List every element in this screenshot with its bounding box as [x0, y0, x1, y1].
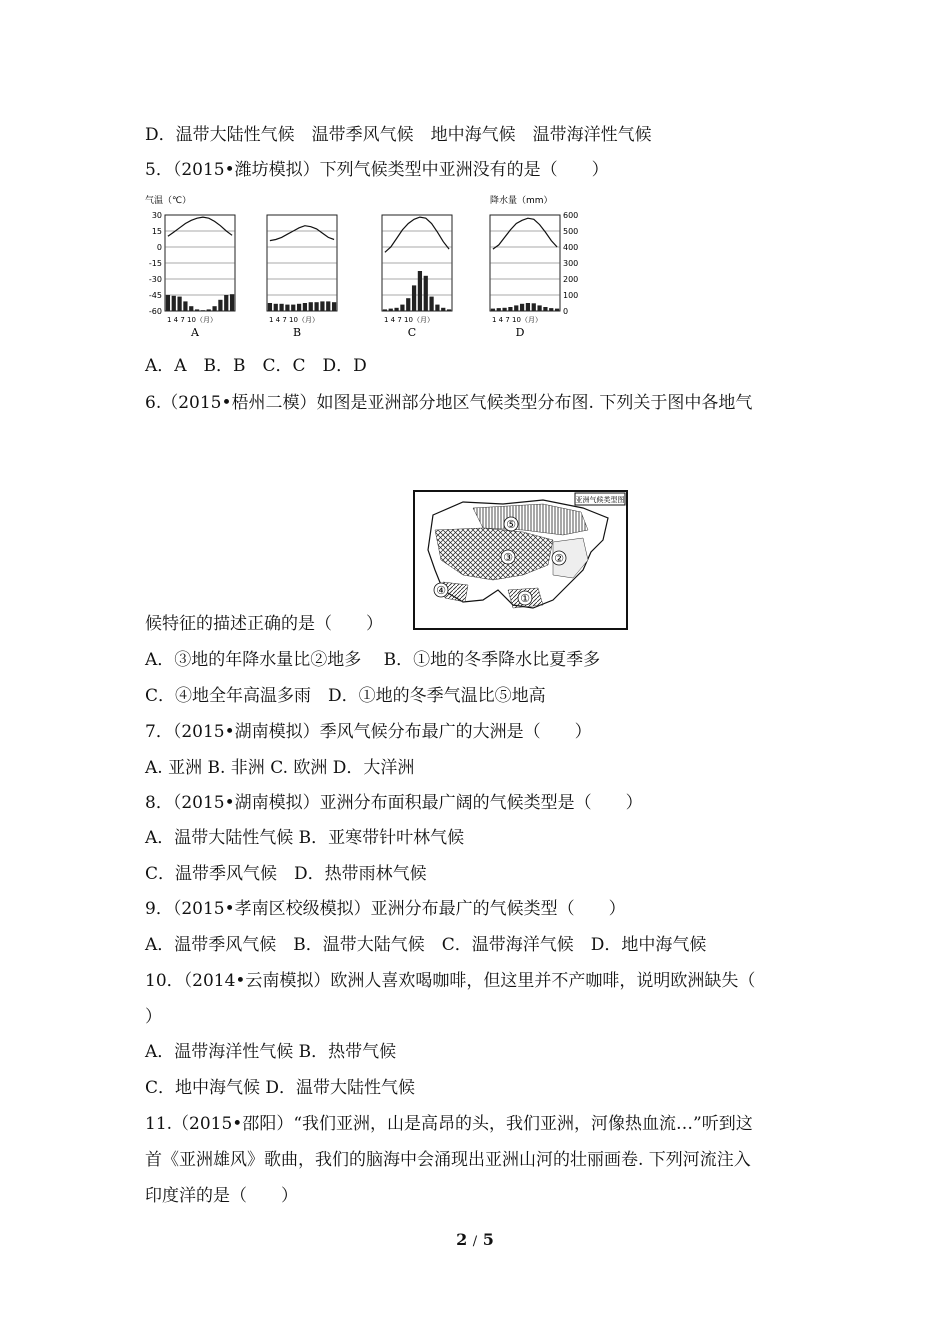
precip-bar: [418, 271, 422, 311]
precip-bar: [406, 298, 410, 311]
precip-bar: [424, 276, 428, 311]
precip-bar: [555, 309, 559, 311]
temp-tick: -15: [148, 259, 162, 268]
options-q8-ab: A．温带大陆性气候 B．亚寒带针叶林气候: [145, 828, 465, 848]
precip-bar: [412, 285, 416, 311]
climate-charts: [145, 193, 595, 343]
precip-bar: [279, 304, 283, 311]
precip-bar: [195, 309, 199, 311]
precip-bar: [537, 305, 541, 311]
page-separator: /: [472, 1234, 478, 1249]
precip-bar: [314, 302, 318, 311]
panel-label: A: [191, 326, 199, 339]
option-d-q4: D．温带大陆性气候 温带季风气候 地中海气候 温带海洋性气候: [145, 125, 652, 145]
precip-tick: 600: [563, 211, 579, 220]
marker-2: ②: [554, 552, 564, 565]
question-8: 8．（2015•湖南模拟）亚洲分布面积最广阔的气候类型是（ ）: [145, 793, 643, 813]
precip-tick: 0: [563, 307, 569, 316]
options-q8-cd: C．温带季风气候 D．热带雨林气候: [145, 864, 427, 884]
precip-bar: [383, 309, 387, 311]
precip-bar: [268, 303, 272, 311]
panel-label: C: [407, 326, 417, 339]
precip-bar: [447, 309, 451, 311]
precip-bar: [549, 308, 553, 311]
precip-bar: [166, 295, 170, 311]
question-5: 5．（2015•潍坊模拟）下列气候类型中亚洲没有的是（ ）: [145, 160, 609, 180]
precip-bar: [497, 308, 501, 311]
precip-bar: [429, 297, 433, 311]
precip-bar: [230, 294, 234, 311]
precip-bar: [491, 309, 495, 311]
question-6-cont: 候特征的描述正确的是（ ）: [145, 614, 383, 634]
temp-tick: 30: [151, 211, 162, 220]
question-11: 11.（2015•邵阳）“我们亚洲，山是高昂的头，我们亚洲，河像热血流…”听到这: [145, 1114, 753, 1134]
precip-bar: [400, 305, 404, 311]
temp-tick: -45: [148, 291, 162, 300]
precip-bar: [183, 301, 187, 311]
options-q9: A．温带季风气候 B．温带大陆气候 C．温带海洋气候 D．地中海气候: [145, 935, 707, 955]
panel-label: D: [515, 326, 525, 339]
precip-bar: [274, 304, 278, 311]
precip-axis-title: 降水量（mm）: [490, 196, 553, 206]
question-6: 6.（2015•梧州二模）如图是亚洲部分地区气候类型分布图. 下列关于图中各地气: [145, 393, 753, 413]
precip-bar: [172, 296, 176, 311]
page-total: 5: [482, 1230, 494, 1249]
options-q10-cd: C．地中海气候 D．温带大陆性气候: [145, 1078, 416, 1098]
precip-bar: [394, 308, 398, 311]
precip-bar: [441, 308, 445, 311]
month-ticks: 1 4 7 10（月）: [269, 316, 319, 324]
temp-tick: 15: [151, 227, 162, 236]
answers-q5: A．A B．B C．C D．D: [145, 356, 367, 376]
options-q7: A. 亚洲 B. 非洲 C. 欧洲 D．大洋洲: [145, 758, 415, 778]
question-10: 10．（2014•云南模拟）欧洲人喜欢喝咖啡，但这里并不产咖啡，说明欧洲缺失（: [145, 971, 756, 991]
precip-bar: [389, 309, 393, 311]
precip-bar: [326, 301, 330, 311]
temp-tick: 0: [156, 243, 162, 252]
page-current: 2: [456, 1230, 468, 1249]
temp-axis-title: 气温（℃）: [145, 196, 192, 206]
precip-tick: 400: [563, 243, 579, 252]
precip-tick: 300: [563, 259, 579, 268]
page-number: [0, 1230, 950, 1249]
precip-bar: [303, 303, 307, 311]
precip-bar: [224, 295, 228, 311]
month-ticks: 1 4 7 10（月）: [167, 316, 217, 324]
temp-tick: -60: [148, 307, 162, 316]
precip-bar: [514, 305, 518, 311]
options-q6-ab: A．③地的年降水量比②地多 B．①地的冬季降水比夏季多: [145, 650, 601, 670]
precip-bar: [297, 304, 301, 311]
precip-bar: [207, 309, 211, 311]
precip-bar: [291, 305, 295, 311]
question-10-cont: ）: [145, 1007, 162, 1027]
precip-bar: [520, 304, 524, 311]
precip-bar: [508, 307, 512, 311]
question-11-cont2: 印度洋的是（ ）: [145, 1186, 298, 1206]
marker-4: ④: [436, 584, 446, 597]
precip-bar: [309, 302, 313, 311]
options-q6-cd: C．④地全年高温多雨 D．①地的冬季气温比⑤地高: [145, 686, 546, 706]
marker-5: ⑤: [506, 518, 516, 531]
precip-bar: [526, 303, 530, 311]
marker-1: ①: [520, 592, 530, 605]
panel-label: B: [292, 326, 302, 339]
precip-bar: [332, 302, 336, 311]
options-q10-ab: A．温带海洋性气候 B．热带气候: [145, 1042, 397, 1062]
precip-bar: [218, 300, 222, 311]
map-title: 亚洲气候类型图: [575, 496, 625, 504]
marker-3: ③: [503, 551, 513, 564]
precip-bar: [285, 305, 289, 311]
question-11-cont: 首《亚洲雄风》歌曲，我们的脑海中会涌现出亚洲山河的壮丽画卷. 下列河流注入: [145, 1150, 751, 1170]
precip-bar: [212, 306, 216, 311]
precip-bar: [177, 297, 181, 311]
question-7: 7．（2015•湖南模拟）季风气候分布最广的大洲是（ ）: [145, 722, 592, 742]
precip-bar: [532, 303, 536, 311]
question-9: 9．（2015•孝南区校级模拟）亚洲分布最广的气候类型（ ）: [145, 899, 626, 919]
temp-tick: -30: [148, 275, 162, 284]
precip-bar: [189, 306, 193, 311]
precip-bar: [435, 305, 439, 311]
asia-climate-map: [413, 490, 628, 630]
precip-bar: [320, 301, 324, 311]
precip-tick: 200: [563, 275, 579, 284]
precip-bar: [502, 308, 506, 311]
precip-bar: [201, 310, 205, 311]
precip-tick: 500: [563, 227, 579, 236]
precip-bar: [543, 307, 547, 311]
precip-tick: 100: [563, 291, 579, 300]
month-ticks: 1 4 7 10（月）: [384, 316, 434, 324]
month-ticks: 1 4 7 10（月）: [492, 316, 542, 324]
